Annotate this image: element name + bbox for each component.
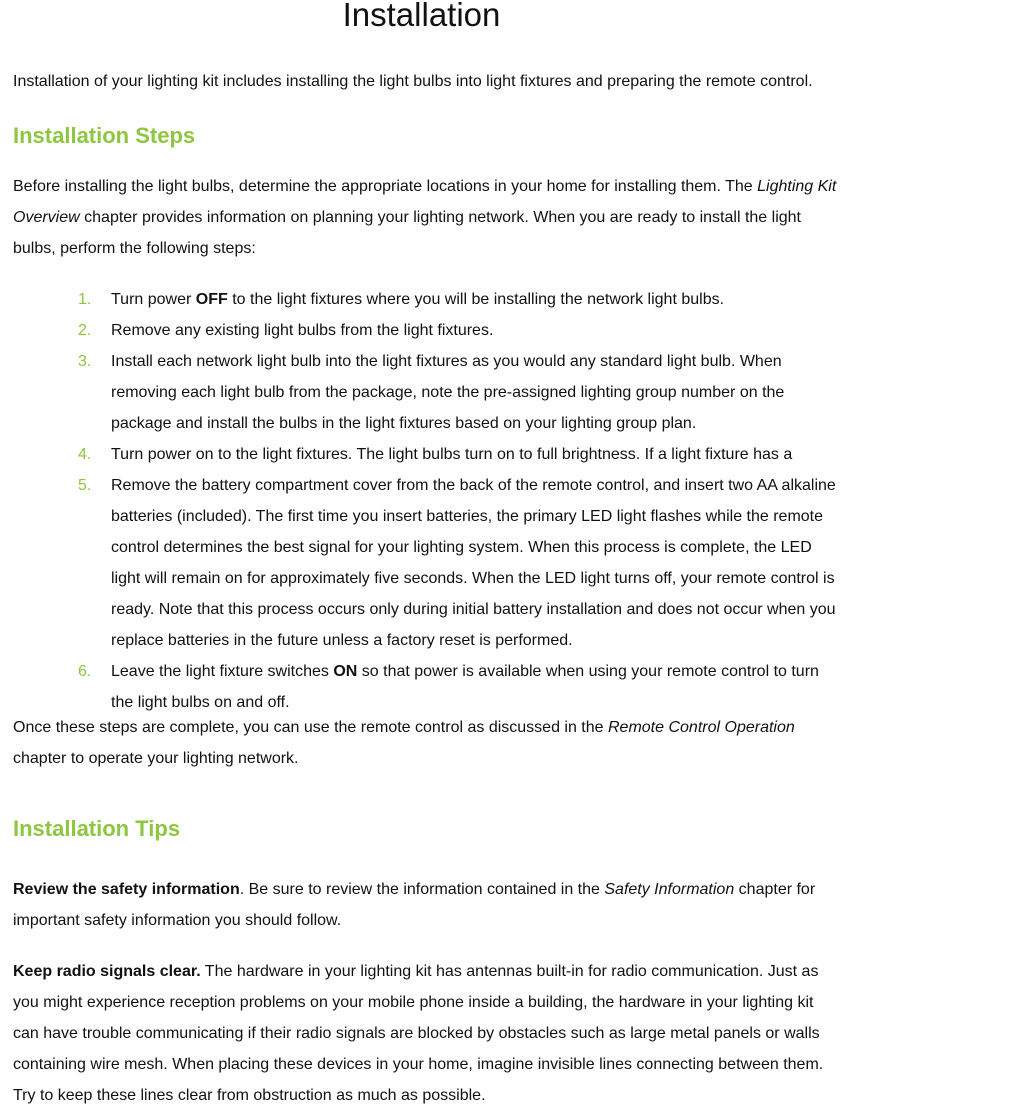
closing-text-before: Once these steps are complete, you can use the remote control as discussed in the <box>13 719 604 736</box>
steps-intro-paragraph <box>13 171 843 264</box>
step-number: 4. <box>78 446 92 463</box>
step-item <box>0 656 843 718</box>
page-title: Installation <box>342 0 501 33</box>
step-item <box>0 470 843 656</box>
step-emphasis: ON <box>333 663 358 680</box>
tip-radio-text: The hardware in your lighting kit has antennas built-in for radio communication. Just as you might experience reception problems on your mobile phone inside a building, the hardware in your lighting kit can have trouble communicating if their radio signals are blocked by obstacles such as large metal panels or walls containing wire mesh. When placing these devices in your home, imagine invisible lines connecting between them. Try to keep these lines clear from obstruction as much as possible. <box>13 963 824 1104</box>
lighting-kit-overview-reference: Lighting Kit Overview <box>13 178 837 226</box>
step-item <box>0 439 843 470</box>
steps-intro-text-after: chapter provides information on planning your lighting network. When you are ready to install the light bulbs, perform the following steps: <box>13 209 801 257</box>
tip-safety-title: Review the safety information <box>13 881 240 898</box>
tip-safety-text-before: . Be sure to review the information contained in the <box>239 881 600 898</box>
step-text: Turn power on to the light fixtures. The light bulbs turn on to full brightness. If a light fixture has a <box>111 446 793 463</box>
step-number: 3. <box>78 353 92 370</box>
tip-radio-title: Keep radio signals clear. <box>13 963 201 980</box>
tip-safety-text-after: chapter for important safety information you should follow. <box>13 881 816 929</box>
step-text: Turn power <box>111 291 196 308</box>
steps-heading: Installation Steps <box>13 123 196 148</box>
step-text-after: to the light fixtures where you will be installing the network light bulbs. <box>227 291 725 308</box>
step-number: 1. <box>78 291 92 308</box>
step-text: Install each network light bulb into the light fixtures as you would any standard light bulb. When removing each light bulb from the package, note the pre-assigned lighting group number on the package and install the bulbs in the light fixtures based on your lighting group plan. <box>111 353 785 432</box>
step-item <box>0 315 843 346</box>
remote-control-operation-reference: Remote Control Operation <box>608 719 795 736</box>
closing-text-after: chapter to operate your lighting network. <box>13 750 299 767</box>
step-text: Remove the battery compartment cover from the back of the remote control, and insert two AA alkaline batteries (included). The first time you insert batteries, the primary LED light flashes while the remote control determines the best signal for your lighting system. When this process is complete, the LED light will remain on for approximately five seconds. When the LED light turns off, your remote control is ready. Note that this process occurs only during initial battery installation and does not occur when you replace batteries in the future unless a factory reset is performed. <box>111 477 836 649</box>
tip-safety-paragraph <box>13 874 843 936</box>
tip-radio-paragraph <box>13 956 843 1111</box>
step-number: 2. <box>78 322 92 339</box>
step-text: Remove any existing light bulbs from the light fixtures. <box>111 322 494 339</box>
step-item <box>0 346 843 439</box>
step-item <box>0 284 843 315</box>
steps-closing-paragraph <box>13 712 843 774</box>
step-text-after: so that power is available when using your remote control to turn the light bulbs on and off. <box>111 663 819 711</box>
intro-paragraph: Installation of your lighting kit includes installing the light bulbs into light fixtures and preparing the remote control. <box>13 73 813 90</box>
step-number: 5. <box>78 477 92 494</box>
steps-intro-text-before: Before installing the light bulbs, determine the appropriate locations in your home for installing them. The <box>13 178 753 195</box>
installation-steps-list <box>0 284 843 718</box>
safety-information-reference: Safety Information <box>604 881 735 898</box>
tips-heading: Installation Tips <box>13 816 181 841</box>
step-emphasis: OFF <box>195 291 228 308</box>
step-number: 6. <box>78 663 92 680</box>
step-text: Leave the light fixture switches <box>111 663 334 680</box>
